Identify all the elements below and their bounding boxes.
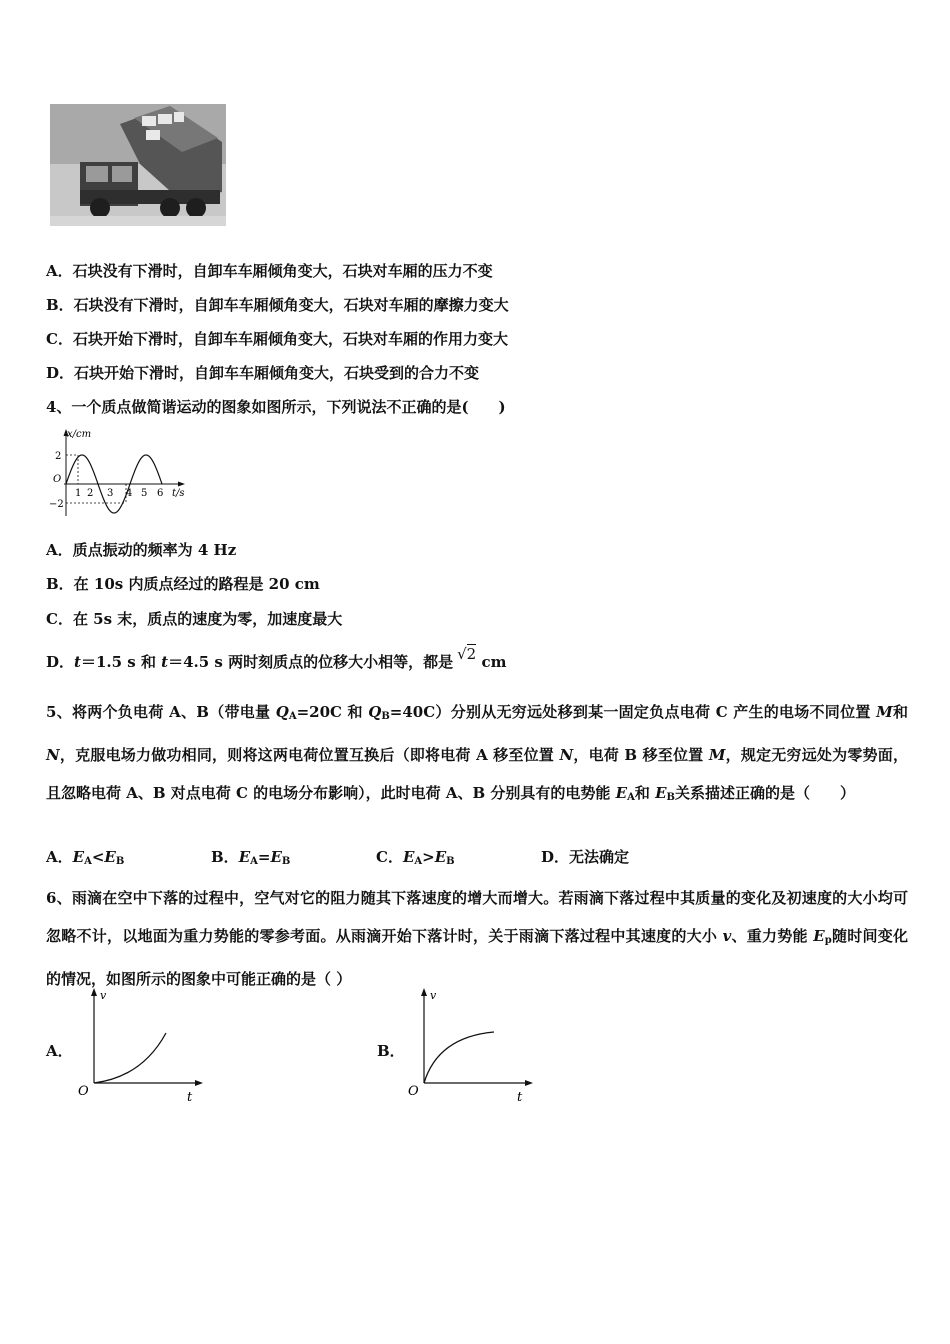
q6-option-b-label: B．: [377, 1042, 405, 1060]
q6a-y-label: v: [100, 989, 107, 1002]
q4-option-c: C．在 5s 末，质点的速度为零，加速度最大: [46, 610, 343, 628]
q4-x-tick-1: 1: [75, 488, 82, 499]
q4-y-tick-2: 2: [55, 451, 62, 462]
q5-option-a: A．$E_A<E_B$: [46, 848, 125, 867]
q6a-origin: O: [78, 1084, 89, 1099]
q4-x-axis-label: t/s: [172, 488, 185, 499]
dump-truck-photo: [50, 104, 226, 226]
q4-x-tick-5: 5: [141, 488, 148, 499]
q4-y-tick-neg2: −2: [49, 499, 64, 510]
q4-stem: 4、一个质点做简谐运动的图象如图所示，下列说法不正确的是( ): [46, 398, 506, 416]
q4-x-tick-6: 6: [157, 488, 164, 499]
q6b-origin: O: [408, 1084, 419, 1099]
q6b-y-label: v: [430, 989, 437, 1002]
q4-x-tick-3: 3: [107, 488, 114, 499]
q6-option-a-label: A．: [46, 1042, 73, 1060]
q5-options: [46, 847, 629, 872]
q6-graph-a: [72, 985, 212, 1103]
q3-option-d: D．石块开始下滑时，自卸车车厢倾角变大，石块受到的合力不变: [46, 364, 480, 382]
q4-origin: O: [53, 474, 62, 485]
q6b-x-label: t: [517, 1090, 523, 1103]
q6-stem: 6、雨滴在空中下落的过程中，空气对它的阻力随其下落速度的增大而增大。若雨滴下落过程中其质量的变化及初速度的大小均可忽略不计，以地面为重力势能的零参考面。从雨滴开始下落计时，关于雨滴下落过程中其速度的大小 v、重力势能 $E_p$随时间变化的情况，如图所示的图象中可能正确的是（ ）: [46, 889, 908, 988]
q4-y-axis-label: x/cm: [67, 429, 92, 440]
q3-option-c: C．石块开始下滑时，自卸车车厢倾角变大，石块对车厢的作用力变大: [46, 330, 508, 348]
q5-option-b: B．$E_A=E_B$: [211, 848, 291, 867]
q5-option-d: D．无法确定: [541, 848, 630, 866]
q4-option-b: B．在 10s 内质点经过的路程是 20 cm: [46, 575, 320, 593]
q5-stem: 5、将两个负电荷 A、B（带电量 $Q_A=20C$ 和 $Q_B=40C$）分别从无穷远处移到某一固定负点电荷 C 产生的电场不同位置 M和 N，克服电场力做功相同，则将这两电荷位置互换后（即将电荷 A 移至位置 N，电荷 B 移至位置 M，规定无穷远处为零势面，且忽略电荷 A、B 对点电荷 C 的电场分布影响），此时电荷 A、B 分别具有的电势能 $E_A$和 $E_B$关系描述正确的是（ ）: [46, 703, 908, 803]
q4-x-tick-2: 2: [87, 488, 94, 499]
q4-option-a: A．质点振动的频率为 4 Hz: [46, 541, 237, 559]
q6a-x-label: t: [187, 1090, 193, 1103]
sqrt-symbol: √2: [457, 645, 477, 663]
q5-option-c: C．$E_A>E_B$: [376, 848, 455, 867]
q3-option-b: B．石块没有下滑时，自卸车车厢倾角变大，石块对车厢的摩擦力变大: [46, 296, 509, 314]
q4-x-tick-4: 4: [126, 488, 133, 499]
q6-graph-b: [402, 985, 542, 1103]
q4-shm-graph: [44, 426, 194, 518]
q4-option-d: D．t＝1.5 s 和 t＝4.5 s 两时刻质点的位移大小相等，都是 √2 cm: [46, 645, 507, 671]
q3-option-a: A．石块没有下滑时，自卸车车厢倾角变大，石块对车厢的压力不变: [46, 262, 493, 280]
